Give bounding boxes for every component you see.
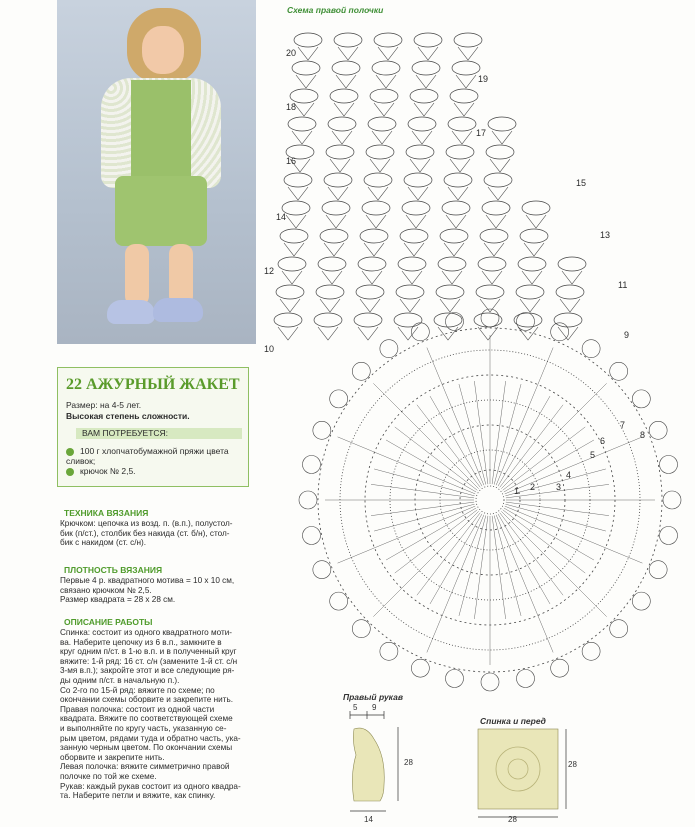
project-level: Высокая степень сложности. — [66, 411, 190, 421]
row-number: 10 — [264, 344, 275, 354]
row-number: 11 — [618, 280, 628, 290]
text-line: связано крючком № 2,5. — [60, 585, 152, 595]
bullet-icon — [66, 468, 74, 476]
project-number: 22 — [66, 376, 82, 393]
project-title-text: АЖУРНЫЙ ЖАКЕТ — [86, 376, 240, 393]
text-line: вяжите: 1-й ряд: 16 ст. с/н (замените 1-й ст. с/н — [60, 656, 238, 666]
text-line: квадрата. Вяжите по соответствующей схеме — [60, 714, 233, 724]
material-text: крючок № 2,5. — [80, 466, 136, 476]
text-line: бик с накидом (ст. с/н). — [60, 538, 147, 548]
row-number: 19 — [478, 74, 489, 84]
square-dim-height: 28 — [568, 760, 577, 769]
density-heading: ПЛОТНОСТЬ ВЯЗАНИЯ — [64, 565, 163, 575]
text-line: Крючком: цепочка из возд. п. (в.п.), полустол- — [60, 519, 233, 528]
text-line: бик (п/ст.), столбик без накида (ст. б/н), стол- — [60, 528, 230, 538]
description-text — [60, 628, 250, 801]
text-line: Со 2-го по 15-й ряд: вяжите по схеме; по — [60, 685, 215, 695]
sleeve-schematic — [340, 705, 430, 825]
row-number: 7 — [620, 420, 626, 430]
row-number: 12 — [264, 266, 275, 276]
text-line: 3-мя в.п.); закройте этот и все следующие ря- — [60, 666, 235, 676]
material-item — [66, 446, 248, 466]
text-line: Левая полочка: вяжите симметрично правой — [60, 762, 230, 772]
row-number: 16 — [286, 156, 297, 166]
text-line: окончании схемы оборвите и закрепите нить. — [60, 695, 233, 705]
row-number: 9 — [624, 330, 630, 340]
row-number: 2 — [530, 482, 536, 492]
photo-leg-left — [125, 244, 149, 306]
text-line: Правая полочка: состоит из одной части — [60, 704, 215, 714]
sleeve-dim-height: 28 — [404, 758, 413, 767]
square-schematic — [470, 725, 590, 825]
row-number: 18 — [286, 102, 297, 112]
text-line: Размер квадрата = 28 х 28 см. — [60, 595, 176, 605]
row-number: 20 — [286, 48, 297, 58]
row-number: 15 — [576, 178, 587, 188]
row-number: 3 — [556, 482, 562, 492]
row-number: 13 — [600, 230, 611, 240]
photo-shorts — [115, 176, 207, 246]
text-line: занную черным цветом. По окончании схемы — [60, 743, 233, 753]
text-line: и выполняйте по кругу часть, указанную се- — [60, 723, 227, 733]
materials-header: ВАМ ПОТРЕБУЕТСЯ: — [76, 428, 242, 439]
technique-text — [60, 519, 250, 548]
text-line: ва. Наберите цепочку из 6 в.п., замкните в — [60, 637, 222, 647]
photo-leg-right — [169, 244, 193, 306]
sleeve-dim-top-right: 9 — [372, 703, 377, 712]
square-dim-width: 28 — [508, 815, 517, 824]
text-line: полочке по той же схеме. — [60, 771, 157, 781]
text-line: та. Наберите петли и вяжите, как спинку. — [60, 791, 216, 801]
photo-green-top — [131, 80, 191, 190]
text-line: Рукав: каждый рукав состоит из одного квадра- — [60, 781, 241, 791]
square-label: Спинка и перед — [480, 716, 546, 726]
row-number: 14 — [276, 212, 287, 222]
row-number: 5 — [590, 450, 596, 460]
photo-shoe-left — [107, 300, 155, 324]
text-line: круг одним п/ст. в 1-ю в.п. и в полученный круг — [60, 647, 237, 657]
text-line: Первые 4 р. квадратного мотива = 10 х 10 см, — [60, 576, 235, 585]
photo-shoe-right — [153, 298, 203, 322]
text-line: рым цветом, рядами туда и обратно часть, ука- — [60, 733, 241, 743]
row-number: 6 — [600, 436, 606, 446]
text-line: оборвите и закрепите нить. — [60, 752, 165, 762]
material-text: 100 г хлопчатобумажной пряжи цвета сливок; — [66, 446, 229, 466]
model-photo — [57, 0, 256, 344]
project-infobox — [57, 367, 249, 487]
project-title — [66, 376, 240, 394]
diagram-title: Схема правой полочки — [287, 5, 384, 15]
description-heading: ОПИСАНИЕ РАБОТЫ — [64, 617, 153, 627]
material-item — [66, 466, 136, 476]
technique-heading: ТЕХНИКА ВЯЗАНИЯ — [64, 508, 149, 518]
row-number: 1 — [514, 486, 520, 496]
text-line: ды одним п/ст. в начальную п.). — [60, 675, 180, 685]
density-text — [60, 576, 250, 605]
text-line: Спинка: состоит из одного квадратного моти- — [60, 628, 233, 637]
photo-face — [142, 26, 184, 74]
bullet-icon — [66, 448, 74, 456]
project-size: Размер: на 4-5 лет. — [66, 400, 142, 410]
row-number: 17 — [476, 128, 487, 138]
sleeve-dim-top-left: 5 — [353, 703, 358, 712]
sleeve-label: Правый рукав — [343, 692, 403, 702]
sleeve-dim-width: 14 — [364, 815, 373, 824]
row-number: 4 — [566, 470, 572, 480]
row-number: 8 — [640, 430, 646, 440]
crochet-diagram — [258, 0, 695, 827]
